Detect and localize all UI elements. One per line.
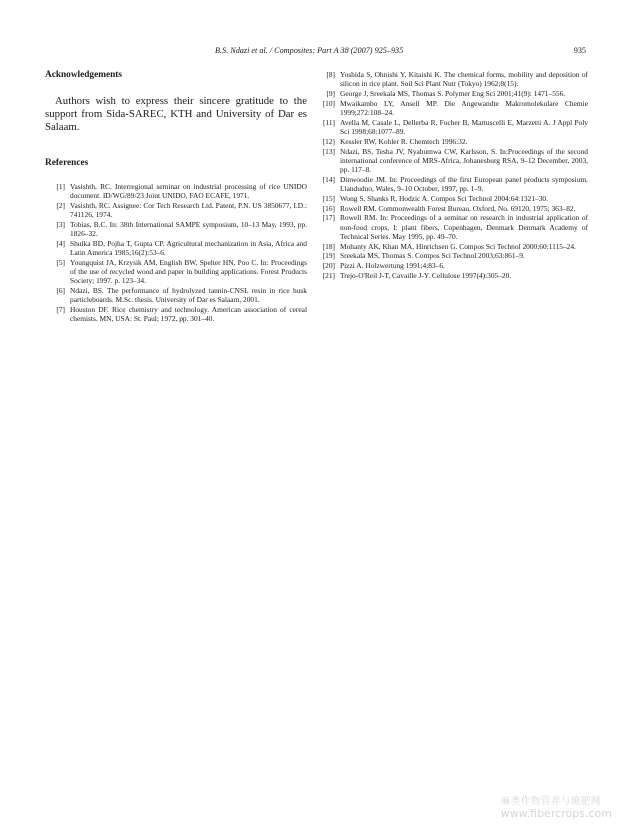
reference-text: Ndazi, BS, Tesha JV, Nyahumwa CW, Karlsson, S. In:Proceedings of the second international conference of MRS-Africa, Johanesburg RSA, 9–12 December, 2003, pp. 117–8. [340, 146, 588, 174]
reference-number: [13] [322, 146, 335, 156]
reference-text: Wong S, Shanks R, Hodzic A. Compos Sci Technol 2004;64:1321–30. [340, 193, 548, 203]
reference-number: [12] [322, 136, 335, 146]
reference-item [313, 137, 588, 146]
reference-list-right [313, 70, 588, 280]
acknowledgements-text: Authors wish to express their sincere gratitude to the support from Sida-SAREC, KTH and University of Dar es Salaam. [45, 95, 307, 133]
reference-number: [7] [56, 305, 65, 315]
reference-item [313, 194, 588, 203]
reference-item [45, 286, 307, 304]
reference-number: [9] [326, 89, 335, 98]
reference-number: [6] [56, 286, 65, 296]
running-title: B.S. Ndazi et al. / Composites: Part A 38 (2007) 925–935 [215, 46, 404, 55]
reference-item [313, 204, 588, 213]
reference-item [313, 261, 588, 270]
reference-text: Rowell RM. Commonwealth Forest Bureau. Oxford, No. 69120, 1975; 363–82. [340, 203, 576, 213]
reference-text: Mwaikambo LY, Ansell MP. Die Angewandte Makromolekulare Chemie 1999;272:108–24. [340, 98, 588, 117]
reference-text: Mohanty AK, Khan MA, Hinrichsen G. Compos Sci Technol 2000;60:1115–24. [340, 241, 576, 251]
reference-item [313, 70, 588, 88]
reference-number: [11] [322, 117, 335, 127]
reference-text: Pizzi A. Holzwertung 1991;4:83–6. [340, 261, 445, 271]
reference-item [313, 99, 588, 117]
reference-number: [5] [56, 258, 65, 267]
reference-item [313, 251, 588, 260]
left-column [45, 70, 307, 324]
reference-text: Shulka BD, Pojha T, Gupta CP. Agricultural mechanization in Asia, Africa and Latin America 1985;16(2):53–6. [70, 239, 307, 258]
reference-number: [17] [322, 213, 335, 223]
reference-text: Yoshida S, Ohnishi Y, Kitaishi K. The chemical forms, mobility and deposition of silicon in rice plant. Soil Sci Plant Nutr (Tokyo) 1962;8(15). [340, 70, 588, 89]
reference-text: Vasishth, RC. Interregional seminar on industrial processing of rice UNIDO document. ID/WG/89/23 Joint UNIDO, FAO ECAFE, 1971. [70, 182, 307, 201]
reference-item [45, 239, 307, 257]
reference-text: Kessler RW, Kohler R. Chemtech 1996:32. [340, 136, 468, 146]
reference-text: Rowell RM. In: Proceedings of a seminar on research in industrial application of non-food crops, I: plant fibers, Copenhagen, Denmark Denmark Academy of Technical Series. May 1995, pp. 49–70. [340, 213, 588, 241]
watermark-url: www.fibercrops.com [500, 807, 612, 820]
reference-item [313, 89, 588, 98]
reference-item [313, 213, 588, 241]
reference-text: Trejo-O'Reil J-T, Cavaille J-Y. Cellulose 1997(4):305–20. [340, 270, 512, 280]
reference-text: Youngquist JA, Krzysik AM, English BW, Spelter HN, Poo C. In: Proceedings of the use of recycled wood and paper in building applications. Forest Products Society; 1997. p. 123–34. [70, 258, 307, 286]
reference-number: [2] [56, 201, 65, 210]
reference-number: [19] [322, 251, 335, 261]
reference-item [45, 201, 307, 219]
reference-number: [20] [322, 261, 335, 271]
watermark [501, 793, 612, 820]
reference-list-left [45, 182, 307, 324]
reference-item [313, 118, 588, 136]
reference-item [313, 175, 588, 193]
right-column [313, 70, 588, 281]
reference-text: Houston DF. Rice chemistry and technology. American association of cereal chemists. MN, USA: St. Paul; 1972, pp. 301–40. [70, 305, 307, 324]
reference-item [45, 182, 307, 200]
reference-number: [14] [322, 174, 335, 184]
reference-text: Sreekala MS, Thomas S. Compos Sci Technol 2003;63:861–9. [340, 251, 525, 261]
acknowledgements-heading: Acknowledgements [45, 70, 122, 80]
page-number: 935 [573, 46, 586, 55]
reference-number: [3] [56, 220, 65, 229]
reference-text: Avella M, Casale L, Dellerba R, Focher B, Martuscelli E, Marzetti A. J Appl Poly Sci 1998;68:1077–89. [340, 117, 588, 136]
reference-text: Tobias, B.C. In: 38th International SAMPE symposium, 10–13 May, 1993, pp. 1826–32. [70, 220, 307, 239]
reference-number: [18] [322, 241, 335, 251]
reference-item [313, 147, 588, 175]
reference-text: Ndazi, BS. The performance of hydrolyzed tannin-CNSL resin in rice husk particleboards. M.Sc. thesis. University of Dar es Salaam, 2001. [70, 286, 307, 305]
reference-item [45, 305, 307, 323]
watermark-site-name: 麻类作物营养与施肥网 [500, 796, 601, 807]
reference-number: [1] [56, 182, 65, 191]
reference-item [313, 271, 588, 280]
reference-number: [8] [326, 70, 335, 79]
reference-text: Vasishth, RC. Assignee: Cor Tech Research Ltd. Patent, P.N. US 3850677, I.D.: 741126, 1974. [70, 201, 307, 220]
reference-item [45, 220, 307, 238]
reference-number: [16] [322, 203, 335, 213]
reference-text: George J, Sreekala MS, Thomas S. Polymer Eng Sci 2001;41(9): 1471–556. [340, 89, 566, 98]
reference-number: [15] [322, 193, 335, 203]
references-heading: References [45, 158, 89, 168]
reference-text: Dinwoodie JM. In: Proceedings of the first European panel products symposium. Llandudno, Wales, 9–10 October, 1997, pp. 1–9. [340, 174, 588, 193]
reference-item [313, 242, 588, 251]
reference-number: [10] [322, 98, 335, 108]
reference-item [45, 258, 307, 286]
reference-number: [4] [56, 239, 65, 248]
reference-number: [21] [322, 270, 335, 280]
